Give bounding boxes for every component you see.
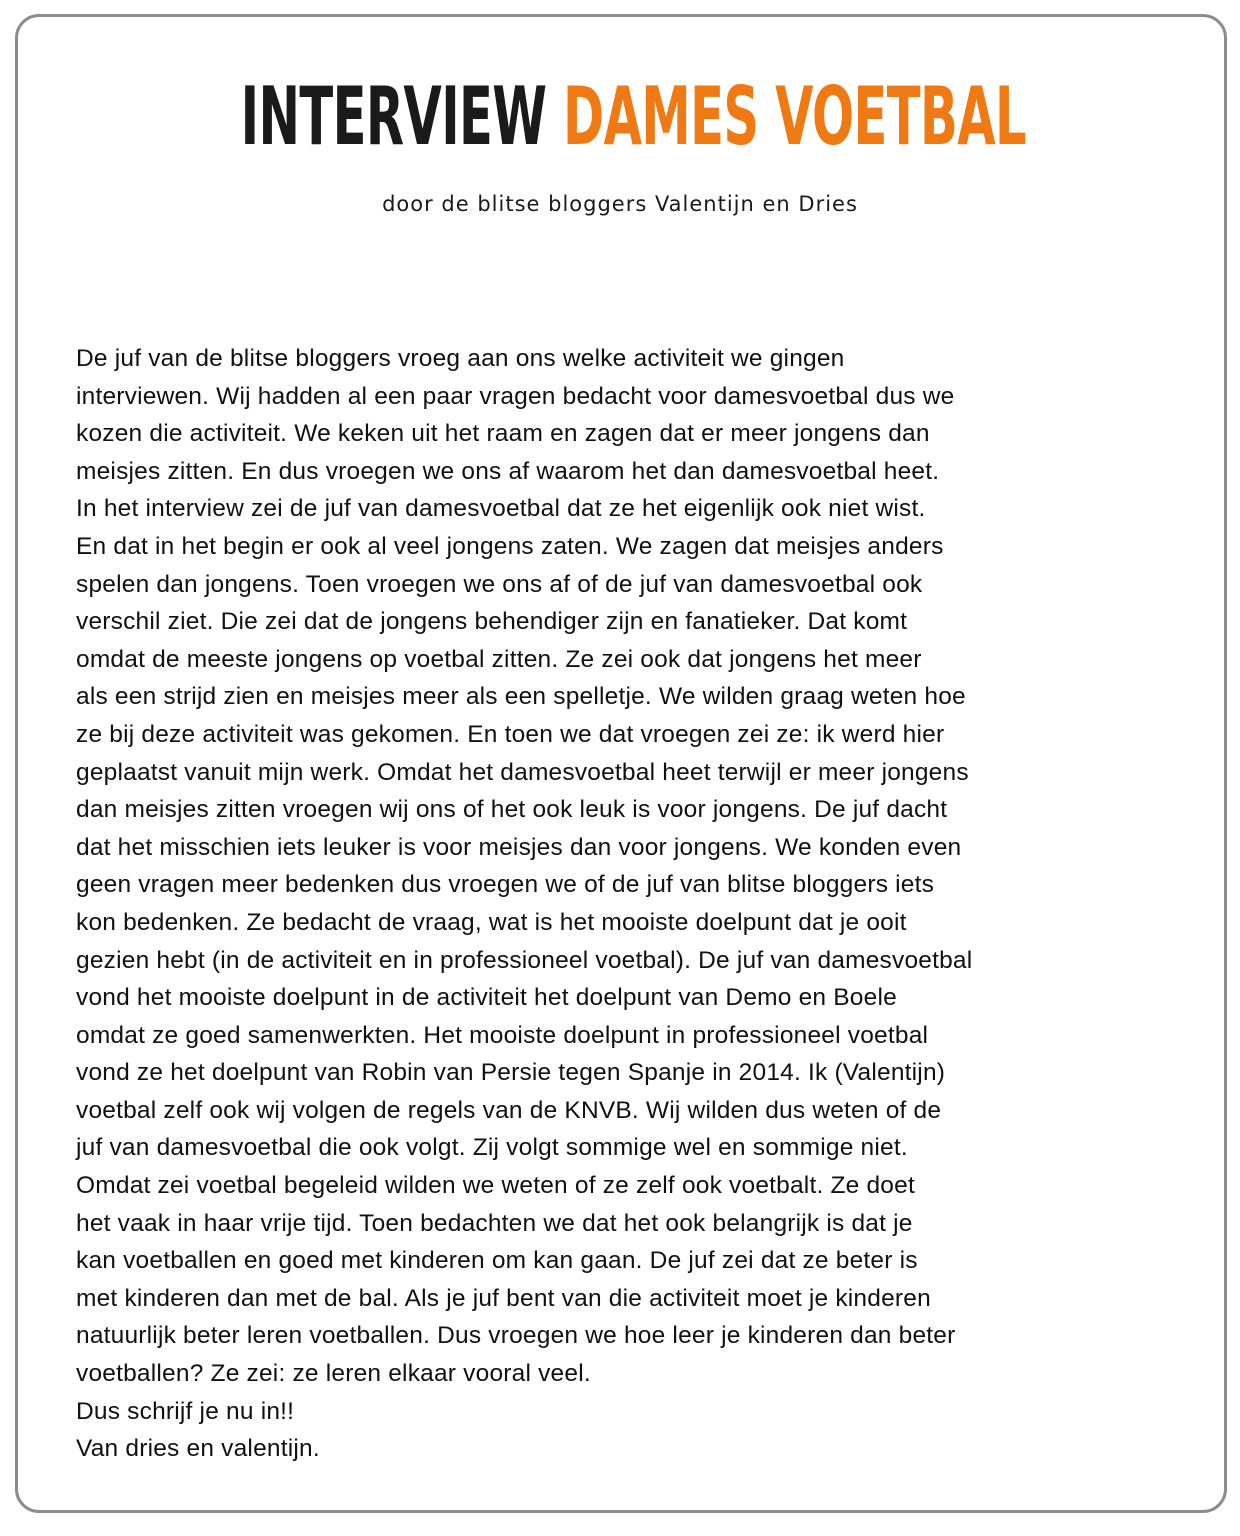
body-line: natuurlijk beter leren voetballen. Dus vroegen we hoe leer je kinderen dan beter	[76, 1322, 956, 1350]
body-line: meisjes zitten. En dus vroegen we ons af waarom het dan damesvoetbal heet.	[76, 457, 940, 485]
body-line: Dus schrijf je nu in!!	[76, 1397, 295, 1425]
body-line: vond het mooiste doelpunt in de activiteit het doelpunt van Demo en Boele	[76, 984, 897, 1012]
byline: door de blitse bloggers Valentijn en Dries	[382, 192, 858, 216]
body-line: kon bedenken. Ze bedacht de vraag, wat is het mooiste doelpunt dat je ooit	[76, 908, 907, 936]
body-line: dan meisjes zitten vroegen wij ons of het ook leuk is voor jongens. De juf dacht	[76, 796, 948, 824]
body-line: omdat de meeste jongens op voetbal zitten. Ze zei ook dat jongens het meer	[76, 645, 922, 673]
body-line: Van dries en valentijn.	[76, 1435, 320, 1463]
body-line: geplaatst vanuit mijn werk. Omdat het damesvoetbal heet terwijl er meer jongens	[76, 758, 969, 786]
body-line: En dat in het begin er ook al veel jongens zaten. We zagen dat meisjes anders	[76, 532, 944, 560]
body-line: als een strijd zien en meisjes meer als een spelletje. We wilden graag weten hoe	[76, 683, 966, 711]
body-line: met kinderen dan met de bal. Als je juf bent van die activiteit moet je kinderen	[76, 1284, 931, 1312]
title-interview: INTERVIEW	[240, 70, 547, 163]
body-line: interviewen. Wij hadden al een paar vragen bedacht voor damesvoetbal dus we	[76, 382, 955, 410]
body-line: In het interview zei de juf van damesvoetbal dat ze het eigenlijk ook niet wist.	[76, 495, 926, 523]
body-line: spelen dan jongens. Toen vroegen we ons af of de juf van damesvoetbal ook	[76, 570, 923, 598]
body-line: verschil ziet. Die zei dat de jongens behendiger zijn en fanatieker. Dat komt	[76, 608, 908, 636]
body-line: omdat ze goed samenwerkten. Het mooiste doelpunt in professioneel voetbal	[76, 1021, 929, 1049]
body-line: geen vragen meer bedenken dus vroegen we of de juf van blitse bloggers iets	[76, 871, 935, 899]
body-line: het vaak in haar vrije tijd. Toen bedachten we dat het ook belangrijk is dat je	[76, 1209, 913, 1237]
body-line: dat het misschien iets leuker is voor meisjes dan voor jongens. We konden even	[76, 833, 962, 861]
body-line: kan voetballen en goed met kinderen om kan gaan. De juf zei dat ze beter is	[76, 1247, 918, 1275]
body-line: voetbal zelf ook wij volgen de regels van de KNVB. Wij wilden dus weten of de	[76, 1096, 942, 1124]
body-line: De juf van de blitse bloggers vroeg aan ons welke activiteit we gingen	[76, 345, 845, 372]
article-title	[0, 62, 1240, 172]
body-line: ze bij deze activiteit was gekomen. En toen we dat vroegen zei ze: ik werd hier	[76, 720, 945, 748]
body-line: Omdat zei voetbal begeleid wilden we weten of ze zelf ook voetbalt. Ze doet	[76, 1172, 915, 1200]
article-body	[76, 340, 1196, 1468]
title-dames-voetbal: DAMES VOETBAL	[563, 70, 1026, 163]
body-line: vond ze het doelpunt van Robin van Persie tegen Spanje in 2014. Ik (Valentijn)	[76, 1059, 946, 1087]
body-line: gezien hebt (in de activiteit en in professioneel voetbal). De juf van damesvoetbal	[76, 946, 973, 974]
body-line: juf van damesvoetbal die ook volgt. Zij volgt sommige wel en sommige niet.	[76, 1134, 908, 1162]
body-line: voetballen? Ze zei: ze leren elkaar vooral veel.	[76, 1360, 591, 1388]
body-line: kozen die activiteit. We keken uit het raam en zagen dat er meer jongens dan	[76, 420, 930, 448]
